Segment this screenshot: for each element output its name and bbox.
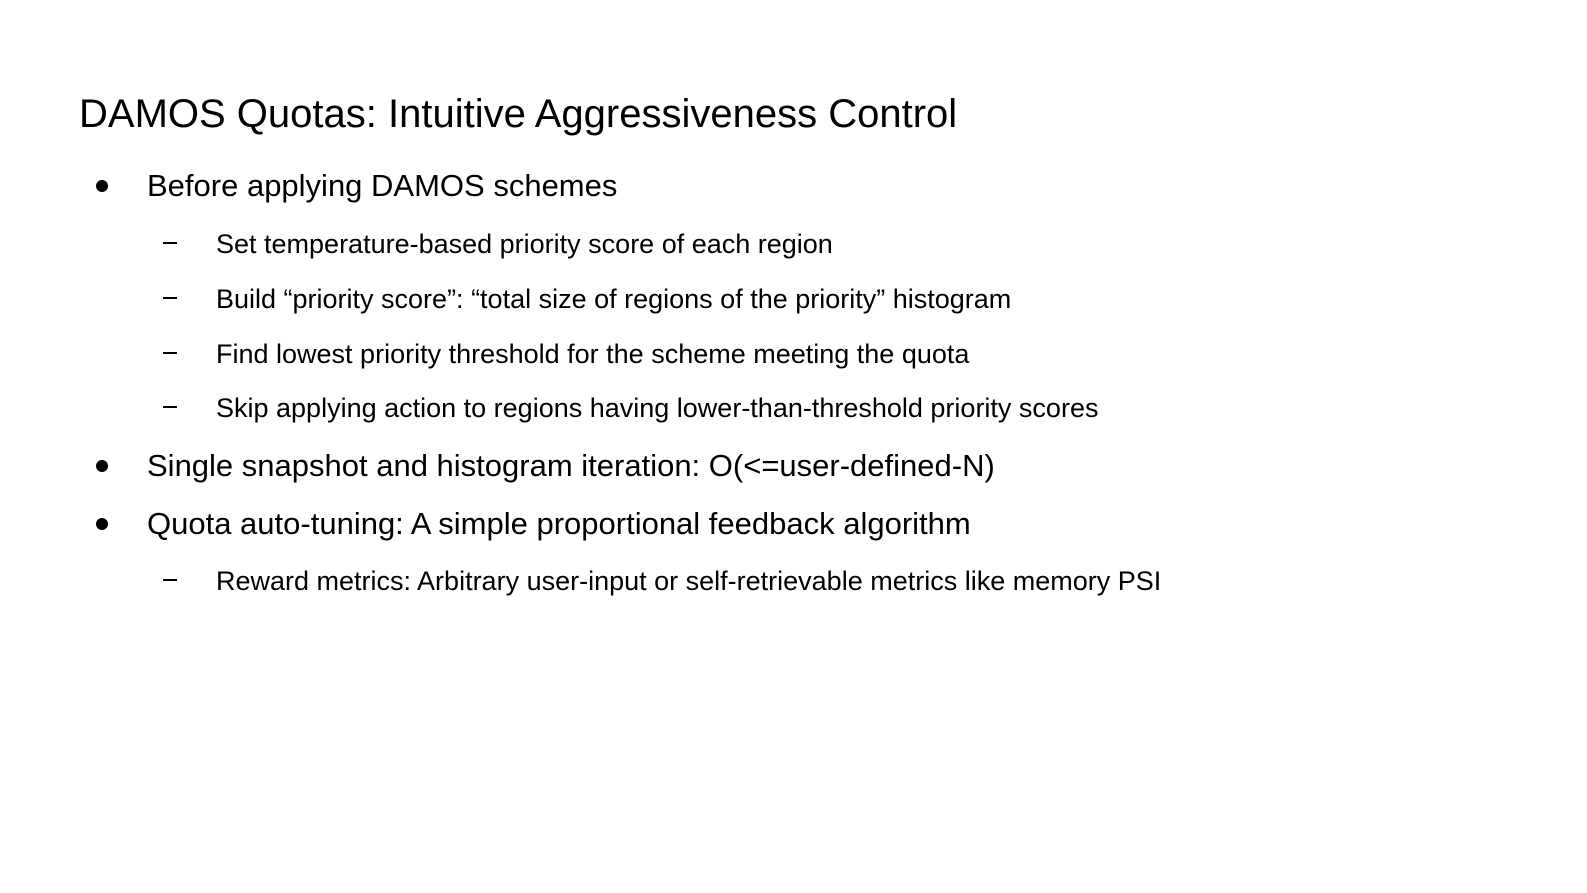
dash-icon (163, 297, 177, 299)
sub-bullet-text: Set temperature-based priority score of each region (216, 229, 833, 259)
sub-bullet-text: Find lowest priority threshold for the scheme meeting the quota (216, 339, 970, 369)
bullet-text: Before applying DAMOS schemes (147, 168, 618, 203)
dash-icon (163, 242, 177, 244)
sub-bullet-text: Reward metrics: Arbitrary user-input or self-retrievable metrics like memory PSI (216, 566, 1162, 596)
dash-icon (163, 406, 177, 408)
bullet-dot-icon (96, 518, 108, 530)
bullet-text: Quota auto-tuning: A simple proportional feedback algorithm (147, 506, 971, 541)
sub-bullet-text: Build “priority score”: “total size of regions of the priority” histogram (216, 284, 1012, 314)
slide-title: DAMOS Quotas: Intuitive Aggressiveness Control (79, 92, 958, 136)
bullet-text: Single snapshot and histogram iteration: O(<=user-defined-N) (147, 448, 995, 483)
bullet-dot-icon (96, 180, 108, 192)
bullet-dot-icon (96, 460, 108, 472)
dash-icon (163, 352, 177, 354)
dash-icon (163, 579, 177, 581)
sub-bullet-text: Skip applying action to regions having lower-than-threshold priority scores (216, 393, 1099, 423)
